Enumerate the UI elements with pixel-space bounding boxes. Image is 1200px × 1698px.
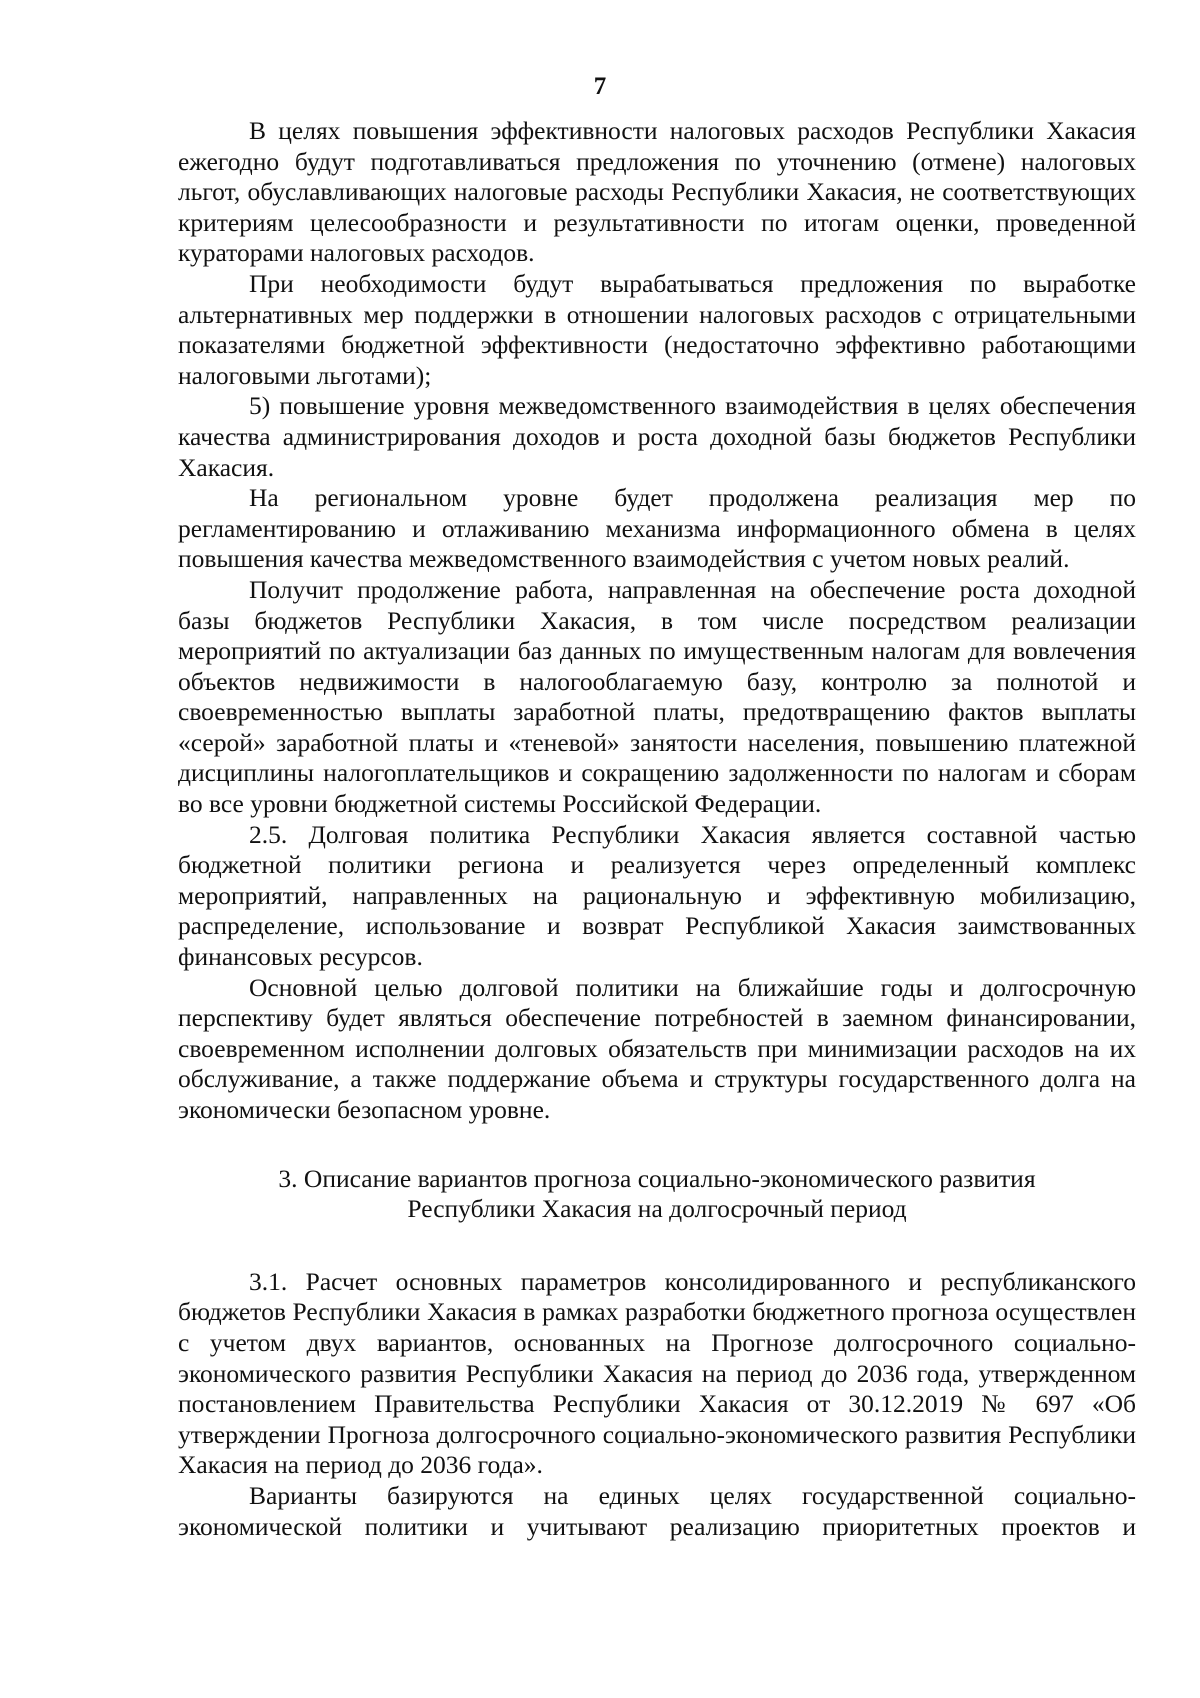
- paragraph-debt-policy-goal: Основной целью долговой политики на ближайшие годы и долгосрочную перспективу будет являться обеспечение потребностей в заемном финансировании, своевременном исполнении долговых обязательств при минимизации расходов на их обслуживание, а также поддержание объема и структуры государственного долга на экономически безопасном уровне.: [178, 972, 1136, 1124]
- paragraph-revenue-base: Получит продолжение работа, направленная на обеспечение роста доходной базы бюджетов Республики Хакасия, в том числе посредством реализации мероприятий по актуализации баз данных по имущественным налогам для вовлечения объектов недвижимости в налогооблагаемую базу, контролю за полнотой и своевременностью выплаты заработной платы, предотвращению фактов выплаты «серой» заработной платы и «теневой» занятости населения, повышению платежной дисциплины налогоплательщиков и сокращению задолженности по налогам и сборам во все уровни бюджетной системы Российской Федерации.: [178, 574, 1136, 819]
- paragraph-regional-level: На региональном уровне будет продолжена реализация мер по регламентированию и отлаживанию механизма информационного обмена в целях повышения качества межведомственного взаимодействия с учетом новых реалий.: [178, 483, 1136, 574]
- section-heading: [178, 1164, 1136, 1225]
- paragraph-debt-policy: 2.5. Долговая политика Республики Хакасия является составной частью бюджетной политики региона и реализуется через определенный комплекс мероприятий, направленных на рациональную и эффективную мобилизацию, распределение, использование и возврат Республикой Хакасия заимствованных финансовых ресурсов.: [178, 819, 1136, 972]
- paragraph-interagency-cooperation: 5) повышение уровня межведомственного взаимодействия в целях обеспечения качества администрирования доходов и роста доходной базы бюджетов Республики Хакасия.: [178, 391, 1136, 482]
- paragraph-alternative-support: При необходимости будут вырабатываться предложения по выработке альтернативных мер поддержки в отношении налоговых расходов с отрицательными показателями бюджетной эффективности (недостаточно эффективно работающими налоговыми льготами);: [178, 268, 1136, 390]
- document-body: [178, 116, 1136, 1542]
- section-heading-line-2: Республики Хакасия на долгосрочный период: [407, 1194, 907, 1224]
- paragraph-budget-parameters: 3.1. Расчет основных параметров консолидированного и республиканского бюджетов Республики Хакасия в рамках разработки бюджетного прогноза осуществлен с учетом двух вариантов, основанных на Прогнозе долгосрочного социально-экономического развития Республики Хакасия на период до 2036 года, утвержденном постановлением Правительства Республики Хакасия от 30.12.2019 № 697 «Об утверждении Прогноза долгосрочного социально-экономического развития Республики Хакасия на период до 2036 года».: [178, 1266, 1136, 1480]
- paragraph-tax-expenditures: В целях повышения эффективности налоговых расходов Республики Хакасия ежегодно будут подготавливаться предложения по уточнению (отмене) налоговых льгот, обуславливающих налоговые расходы Республики Хакасия, не соответствующих критериям целесообразности и результативности по итогам оценки, проведенной кураторами налоговых расходов.: [178, 116, 1136, 268]
- page-number: 7: [593, 73, 607, 100]
- paragraph-variants: Варианты базируются на единых целях государственной социально-экономической политики и учитывают реализацию приоритетных проектов и: [178, 1480, 1136, 1541]
- section-heading-line-1: 3. Описание вариантов прогноза социально-экономического развития: [278, 1163, 1036, 1193]
